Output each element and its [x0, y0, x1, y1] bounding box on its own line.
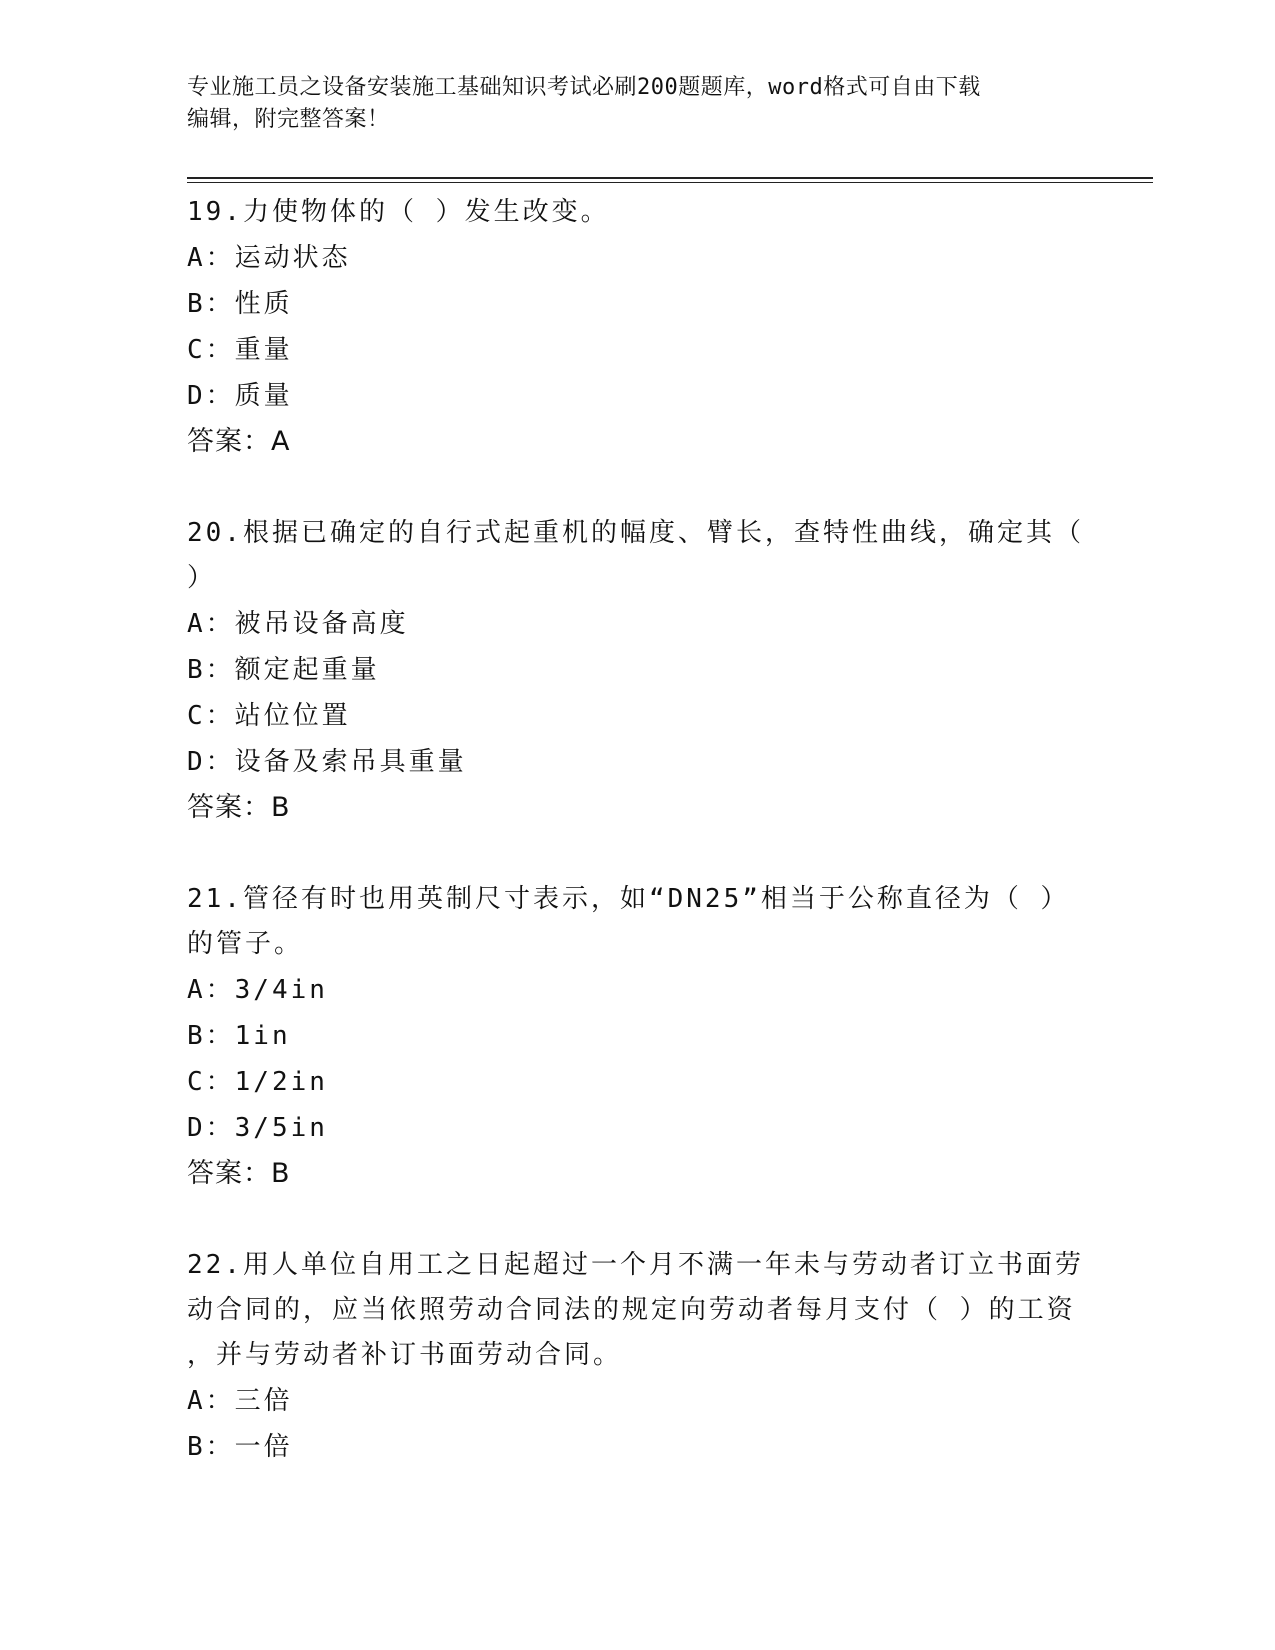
question-stem-continued: 的管子。 [187, 929, 304, 959]
option-b: B：性质 [187, 289, 293, 319]
question-stem-continued: 动合同的，应当依照劳动合同法的规定向劳动者每月支付（ ）的工资 [187, 1295, 1076, 1325]
option-c: C：重量 [187, 335, 293, 365]
option-b: B：额定起重量 [187, 655, 380, 685]
option-c: C：1/2in [187, 1067, 328, 1097]
answer-line: 答案：A [187, 426, 291, 457]
header-line: 编辑，附完整答案！ [187, 107, 390, 132]
question-list [187, 190, 1087, 1516]
header-line: 专业施工员之设备安装施工基础知识考试必刷200题题库，word格式可自由下载 [187, 75, 981, 100]
question-stem: 22.用人单位自用工之日起超过一个月不满一年未与劳动者订立书面劳 [187, 1250, 1084, 1280]
option-b: B：1in [187, 1021, 291, 1051]
option-d: D：质量 [187, 381, 293, 411]
answer-line: 答案：B [187, 1158, 291, 1189]
option-a: A：三倍 [187, 1386, 293, 1416]
option-a: A：被吊设备高度 [187, 609, 409, 639]
document-header [187, 72, 1067, 136]
option-b: B：一倍 [187, 1432, 293, 1462]
option-d: D：设备及索吊具重量 [187, 747, 467, 777]
header-divider [187, 177, 1153, 179]
question-21 [187, 877, 1087, 1197]
option-d: D：3/5in [187, 1113, 328, 1143]
answer-line: 答案：B [187, 792, 291, 823]
option-a: A：运动状态 [187, 243, 351, 273]
question-stem-continued: ，并与劳动者补订书面劳动合同。 [187, 1340, 623, 1370]
question-stem-continued: ） [187, 563, 217, 593]
question-stem: 20.根据已确定的自行式起重机的幅度、臂长，查特性曲线，确定其（ [187, 518, 1084, 548]
question-stem: 21.管径有时也用英制尺寸表示，如“DN25”相当于公称直径为（ ） [187, 884, 1070, 914]
question-stem: 19.力使物体的（ ）发生改变。 [187, 197, 610, 227]
header-divider-thin [187, 182, 1153, 183]
option-a: A：3/4in [187, 975, 328, 1005]
question-22 [187, 1243, 1087, 1470]
option-c: C：站位位置 [187, 701, 351, 731]
question-20 [187, 511, 1087, 831]
question-19 [187, 190, 1087, 465]
